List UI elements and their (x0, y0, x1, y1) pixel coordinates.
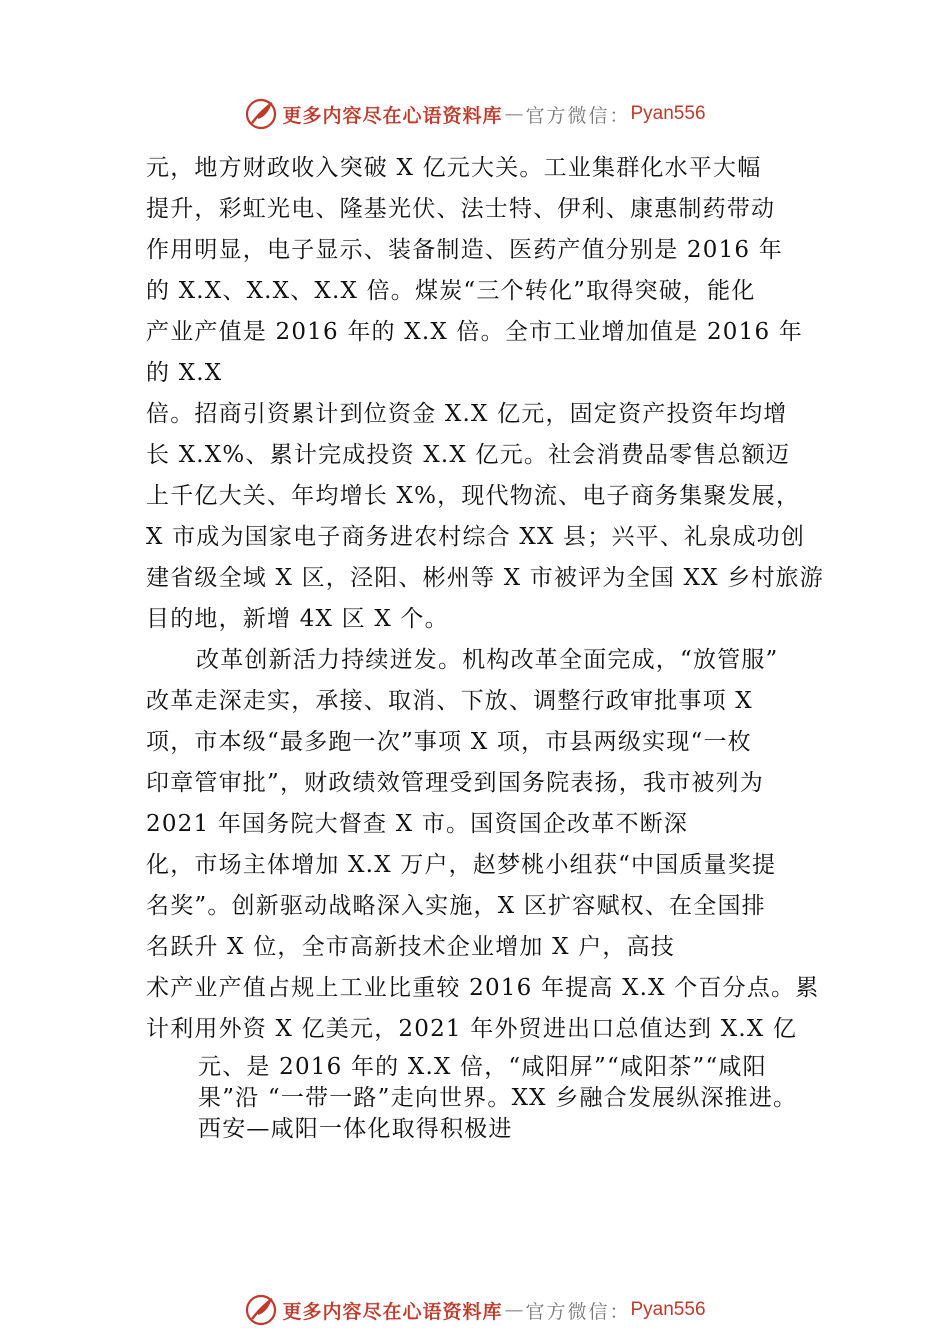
feather-logo-icon (244, 1293, 278, 1327)
body-line: 的 X.X (146, 360, 223, 386)
header-banner (0, 94, 950, 134)
body-line: 倍。招商引资累计到位资金 X.X 亿元，固定资产投资年均增 (146, 401, 788, 427)
banner-separator: — (504, 1299, 524, 1321)
body-line: 术产业产值占规上工业比重较 2016 年提高 X.X 个百分点。累 (146, 975, 820, 1001)
body-line: 改革走深走实，承接、取消、下放、调整行政审批事项 X (146, 688, 753, 714)
body-line: 名跃升 X 位，全市高新技术企业增加 X 户，高技 (146, 934, 675, 960)
body-line: 元，地方财政收入突破 X 亿元大关。工业集群化水平大幅 (146, 155, 762, 181)
body-line: 印章管审批”，财政绩效管理受到国务院表扬，我市被列为 (146, 770, 764, 796)
tail-line: 西安—咸阳一体化取得积极进 (198, 1116, 513, 1142)
body-line: 上千亿大关、年均增长 X%，现代物流、电子商务集聚发展， (146, 483, 801, 509)
banner-main-text: 更多内容尽在心语资料库 (282, 104, 503, 127)
document-body (146, 148, 846, 1050)
body-line: 项，市本级“最多跑一次”事项 X 项，市县两级实现“一枚 (146, 729, 752, 755)
body-line: 2021 年国务院大督查 X 市。国资国企改革不断深 (146, 811, 689, 837)
footer-banner (0, 1290, 950, 1330)
paragraph-start-line: 改革创新活力持续迸发。机构改革全面完成，“放管服” (196, 647, 779, 673)
banner-wechat-id: Pyan556 (630, 103, 706, 124)
banner-wechat-label: 官方微信： (525, 1300, 631, 1323)
body-line: 目的地，新增 4X 区 X 个。 (146, 606, 449, 632)
body-line: 名奖”。创新驱动战略深入实施，X 区扩容赋权、在全国排 (146, 893, 766, 919)
body-line: 长 X.X%、累计完成投资 X.X 亿元。社会消费品零售总额迈 (146, 442, 791, 468)
banner-wechat-id: Pyan556 (630, 1299, 706, 1320)
feather-logo-icon (244, 97, 278, 131)
body-line: 作用明显，电子显示、装备制造、医药产值分别是 2016 年 (146, 237, 783, 263)
body-line: 化，市场主体增加 X.X 万户，赵梦桃小组获“中国质量奖提 (146, 852, 777, 878)
tail-line: 元、是 2016 年的 X.X 倍，“咸阳屏”“咸阳茶”“咸阳 (198, 1054, 767, 1080)
body-line: 提升，彩虹光电、隆基光伏、法士特、伊利、康惠制药带动 (146, 196, 776, 222)
body-line: 的 X.X、X.X、X.X 倍。煤炭“三个转化”取得突破，能化 (146, 278, 756, 304)
body-line: X 市成为国家电子商务进农村综合 XX 县；兴平、礼泉成功创 (146, 524, 806, 550)
document-tail (198, 1052, 858, 1145)
banner-separator: — (504, 103, 524, 125)
body-line: 计利用外资 X 亿美元，2021 年外贸进出口总值达到 X.X 亿 (146, 1016, 798, 1042)
body-line: 产业产值是 2016 年的 X.X 倍。全市工业增加值是 2016 年 (146, 319, 803, 345)
banner-wechat-label: 官方微信： (525, 104, 631, 127)
body-line: 建省级全域 X 区，泾阳、彬州等 X 市被评为全国 XX 乡村旅游 (146, 565, 824, 591)
banner-main-text: 更多内容尽在心语资料库 (282, 1300, 503, 1323)
tail-line: 果”沿 “一带一路”走向世界。XX 乡融合发展纵深推进。 (198, 1085, 798, 1111)
